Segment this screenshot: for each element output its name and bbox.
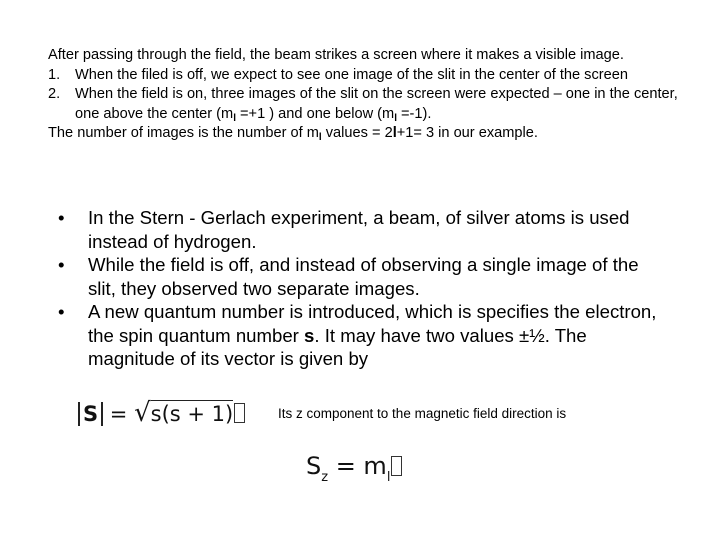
equals-m: = m bbox=[328, 452, 387, 480]
subscript: l bbox=[394, 112, 397, 124]
bullet-item bbox=[58, 206, 668, 253]
item-text-a: When the field is on, three images of the slit on the screen were expected – one in the center, one above the center (m bbox=[75, 86, 678, 122]
bullet-marker: • bbox=[58, 254, 65, 275]
bullet-text-a: A new quantum number is introduced, which is specifies the electron, the spin quantum number bbox=[88, 301, 657, 346]
summary-line bbox=[48, 124, 688, 144]
numbered-item-1 bbox=[48, 66, 688, 86]
item-number: 1. bbox=[48, 66, 61, 83]
intro-line: After passing through the field, the beam strikes a screen where it makes a visible image. bbox=[48, 47, 624, 63]
radicand: s(s + 1) bbox=[150, 402, 234, 426]
item-text-b: =+1 ) and one below (m bbox=[235, 105, 395, 122]
bullet-text: While the field is off, and instead of observing a single image of the slit, they observed two separate images. bbox=[88, 254, 639, 299]
summary-text-b: values = 2 bbox=[321, 125, 393, 141]
subscript: l bbox=[233, 112, 236, 124]
bullet-text-b: . It may have two values ±½. The magnitude of its vector is given by bbox=[88, 324, 587, 369]
subscript: l bbox=[318, 132, 322, 143]
placeholder-box-icon bbox=[234, 403, 245, 423]
z-subscript: z bbox=[321, 470, 329, 485]
summary-text-c: +1= 3 in our example. bbox=[396, 125, 538, 141]
sqrt-icon: √ bbox=[134, 398, 151, 428]
item-text-c: =-1). bbox=[396, 105, 432, 122]
equals: = bbox=[103, 402, 135, 426]
spin-magnitude-formula bbox=[78, 398, 245, 438]
l-subscript: l bbox=[386, 470, 391, 485]
summary-text-a: The number of images is the number of m bbox=[48, 125, 319, 141]
numbered-item-2 bbox=[48, 85, 688, 124]
S-symbol: S bbox=[306, 452, 322, 480]
spin-z-formula bbox=[306, 452, 402, 485]
bullet-marker: • bbox=[58, 301, 65, 322]
bold-l: l bbox=[392, 125, 397, 141]
bullet-item bbox=[58, 300, 668, 371]
bullet-item bbox=[58, 253, 668, 300]
item-text: When the filed is off, we expect to see one image of the slit in the center of the screen bbox=[75, 66, 628, 83]
intro-text bbox=[48, 46, 688, 144]
bullet-list bbox=[58, 206, 668, 371]
z-component-text: Its z component to the magnetic field direction is bbox=[278, 406, 567, 421]
spin-symbol: s bbox=[304, 324, 315, 346]
bullet-marker: • bbox=[58, 207, 65, 228]
abs-S: S bbox=[78, 402, 103, 426]
bullet-text: In the Stern - Gerlach experiment, a beam, of silver atoms is used instead of hydrogen. bbox=[88, 207, 630, 252]
placeholder-box-icon bbox=[391, 456, 402, 476]
item-number: 2. bbox=[48, 86, 61, 102]
